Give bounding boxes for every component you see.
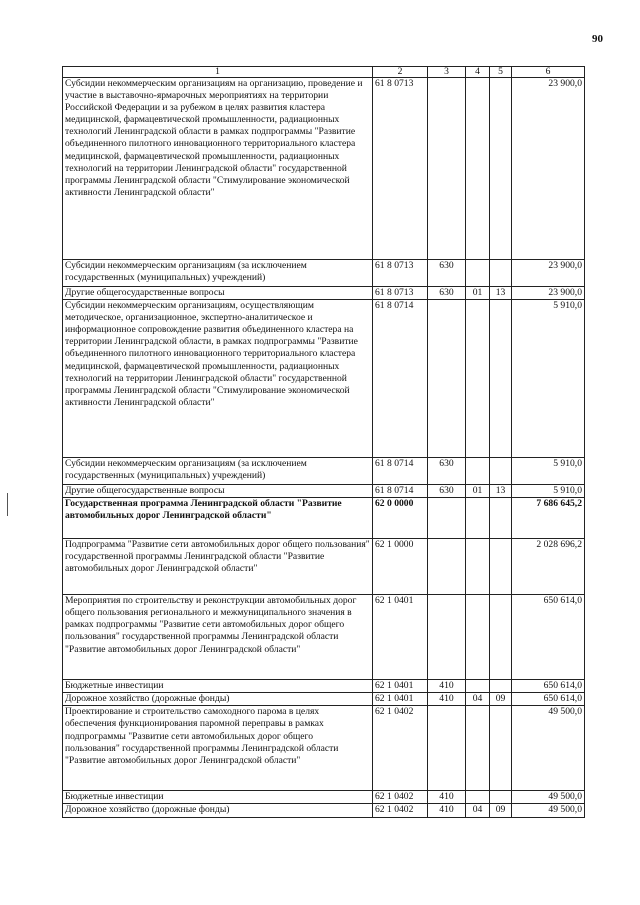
- row-expense-type: [428, 706, 466, 791]
- table-row: [63, 458, 585, 485]
- row-expense-type: 630: [428, 458, 466, 485]
- row-name: Государственная программа Ленинградской области "Развитие автомобильных дорог Ленинградской области": [63, 498, 373, 539]
- row-code: 62 1 0000: [373, 539, 428, 595]
- row-code: 61 8 0714: [373, 485, 428, 498]
- table-row: [63, 300, 585, 458]
- row-subsection: [490, 706, 512, 791]
- row-amount: 650 614,0: [512, 595, 585, 680]
- row-amount: 49 500,0: [512, 804, 585, 817]
- row-amount: 49 500,0: [512, 791, 585, 804]
- row-subsection: [490, 595, 512, 680]
- row-subsection: [490, 78, 512, 260]
- row-name: Другие общегосударственные вопросы: [63, 485, 373, 498]
- table-row: [63, 791, 585, 804]
- table-row: [63, 498, 585, 539]
- row-amount: 7 686 645,2: [512, 498, 585, 539]
- row-amount: 2 028 696,2: [512, 539, 585, 595]
- row-name: Бюджетные инвестиции: [63, 791, 373, 804]
- row-code: 61 8 0713: [373, 260, 428, 287]
- row-amount: 49 500,0: [512, 706, 585, 791]
- row-section: 04: [466, 693, 490, 706]
- table-row: [63, 78, 585, 260]
- row-name: Субсидии некоммерческим организациям, осуществляющим методическое, организационное, экспертно-аналитическое и информационное сопровождение развития объединенного кластера на территории Ленинградской области, в рамках подпрограммы "Развитие объединенного пилотного инновационного территориального кластера медицинской, фармацевтической промышленности, радиационных технологий на территории Ленинградской области" государственной программы Ленинградской области "Стимулирование экономической активности Ленинградской области": [63, 300, 373, 458]
- header-cell: 1: [63, 67, 373, 78]
- row-expense-type: 410: [428, 680, 466, 693]
- row-code: 62 1 0401: [373, 680, 428, 693]
- budget-table-body: [63, 67, 585, 818]
- row-expense-type: [428, 539, 466, 595]
- table-row: [63, 804, 585, 817]
- row-subsection: [490, 680, 512, 693]
- row-section: [466, 680, 490, 693]
- table-row: [63, 706, 585, 791]
- row-subsection: 13: [490, 485, 512, 498]
- row-expense-type: [428, 498, 466, 539]
- row-code: 62 1 0401: [373, 595, 428, 680]
- table-row: [63, 693, 585, 706]
- page-number: 90: [592, 33, 603, 45]
- header-cell: 2: [373, 67, 428, 78]
- row-expense-type: [428, 78, 466, 260]
- row-section: 04: [466, 804, 490, 817]
- row-subsection: [490, 498, 512, 539]
- row-section: [466, 539, 490, 595]
- row-section: [466, 78, 490, 260]
- row-name: Другие общегосударственные вопросы: [63, 287, 373, 300]
- row-amount: 5 910,0: [512, 458, 585, 485]
- row-code: 61 8 0714: [373, 300, 428, 458]
- row-amount: 650 614,0: [512, 693, 585, 706]
- row-section: [466, 706, 490, 791]
- row-section: 01: [466, 287, 490, 300]
- row-amount: 5 910,0: [512, 485, 585, 498]
- row-name: Проектирование и строительство самоходного парома в целях обеспечения функционирования паромной переправы в рамках подпрограммы "Развитие сети автомобильных дорог общего пользования" государственной программы Ленинградской области "Развитие автомобильных дорог Ленинградской области": [63, 706, 373, 791]
- row-expense-type: 630: [428, 485, 466, 498]
- row-name: Бюджетные инвестиции: [63, 680, 373, 693]
- row-amount: 23 900,0: [512, 78, 585, 260]
- header-cell: 4: [466, 67, 490, 78]
- row-section: [466, 498, 490, 539]
- row-expense-type: 410: [428, 791, 466, 804]
- row-expense-type: 630: [428, 287, 466, 300]
- row-section: [466, 300, 490, 458]
- row-subsection: [490, 260, 512, 287]
- row-section: 01: [466, 485, 490, 498]
- header-row: [63, 67, 585, 78]
- row-code: 61 8 0714: [373, 458, 428, 485]
- table-row: [63, 680, 585, 693]
- row-expense-type: 410: [428, 804, 466, 817]
- row-name: Субсидии некоммерческим организациям на организацию, проведение и участие в выставочно-ярмарочных мероприятиях на территории Российской Федерации и за рубежом в целях развития кластера медицинской, фармацевтической промышленности, радиационных технологий Ленинградской области в рамках подпрограммы "Развитие объединенного пилотного инновационного территориального кластера медицинской, фармацевтической промышленности, радиационных технологий на территории Ленинградской области" государственной программы Ленинградской области "Стимулирование экономической активности Ленинградской области": [63, 78, 373, 260]
- row-expense-type: [428, 300, 466, 458]
- row-subsection: 09: [490, 693, 512, 706]
- row-code: 62 1 0402: [373, 706, 428, 791]
- row-name: Субсидии некоммерческим организациям (за исключением государственных (муниципальных) учреждений): [63, 458, 373, 485]
- row-subsection: [490, 300, 512, 458]
- row-code: 62 1 0401: [373, 693, 428, 706]
- row-name: Субсидии некоммерческим организациям (за исключением государственных (муниципальных) учреждений): [63, 260, 373, 287]
- row-amount: 650 614,0: [512, 680, 585, 693]
- row-subsection: 13: [490, 287, 512, 300]
- row-expense-type: 630: [428, 260, 466, 287]
- row-subsection: 09: [490, 804, 512, 817]
- row-section: [466, 458, 490, 485]
- row-amount: 23 900,0: [512, 287, 585, 300]
- table-row: [63, 260, 585, 287]
- header-cell: 3: [428, 67, 466, 78]
- row-expense-type: 410: [428, 693, 466, 706]
- budget-table: [62, 66, 585, 818]
- row-code: 61 8 0713: [373, 287, 428, 300]
- row-code: 61 8 0713: [373, 78, 428, 260]
- row-code: 62 0 0000: [373, 498, 428, 539]
- row-name: Мероприятия по строительству и реконструкции автомобильных дорог общего пользования регионального и межмуниципального значения в рамках подпрограммы "Развитие сети автомобильных дорог общего пользования" государственной программы Ленинградской области "Развитие автомобильных дорог Ленинградской области": [63, 595, 373, 680]
- header-cell: 5: [490, 67, 512, 78]
- row-name: Подпрограмма "Развитие сети автомобильных дорог общего пользования" государственной программы Ленинградской области "Развитие автомобильных дорог Ленинградской области": [63, 539, 373, 595]
- row-code: 62 1 0402: [373, 804, 428, 817]
- row-amount: 23 900,0: [512, 260, 585, 287]
- row-section: [466, 791, 490, 804]
- row-subsection: [490, 791, 512, 804]
- table-row: [63, 287, 585, 300]
- row-amount: 5 910,0: [512, 300, 585, 458]
- header-cell: 6: [512, 67, 585, 78]
- row-name: Дорожное хозяйство (дорожные фонды): [63, 693, 373, 706]
- row-subsection: [490, 458, 512, 485]
- table-row: [63, 595, 585, 680]
- table-row: [63, 485, 585, 498]
- row-section: [466, 260, 490, 287]
- row-code: 62 1 0402: [373, 791, 428, 804]
- row-name: Дорожное хозяйство (дорожные фонды): [63, 804, 373, 817]
- row-section: [466, 595, 490, 680]
- margin-mark: [7, 493, 8, 516]
- row-expense-type: [428, 595, 466, 680]
- table-row: [63, 539, 585, 595]
- row-subsection: [490, 539, 512, 595]
